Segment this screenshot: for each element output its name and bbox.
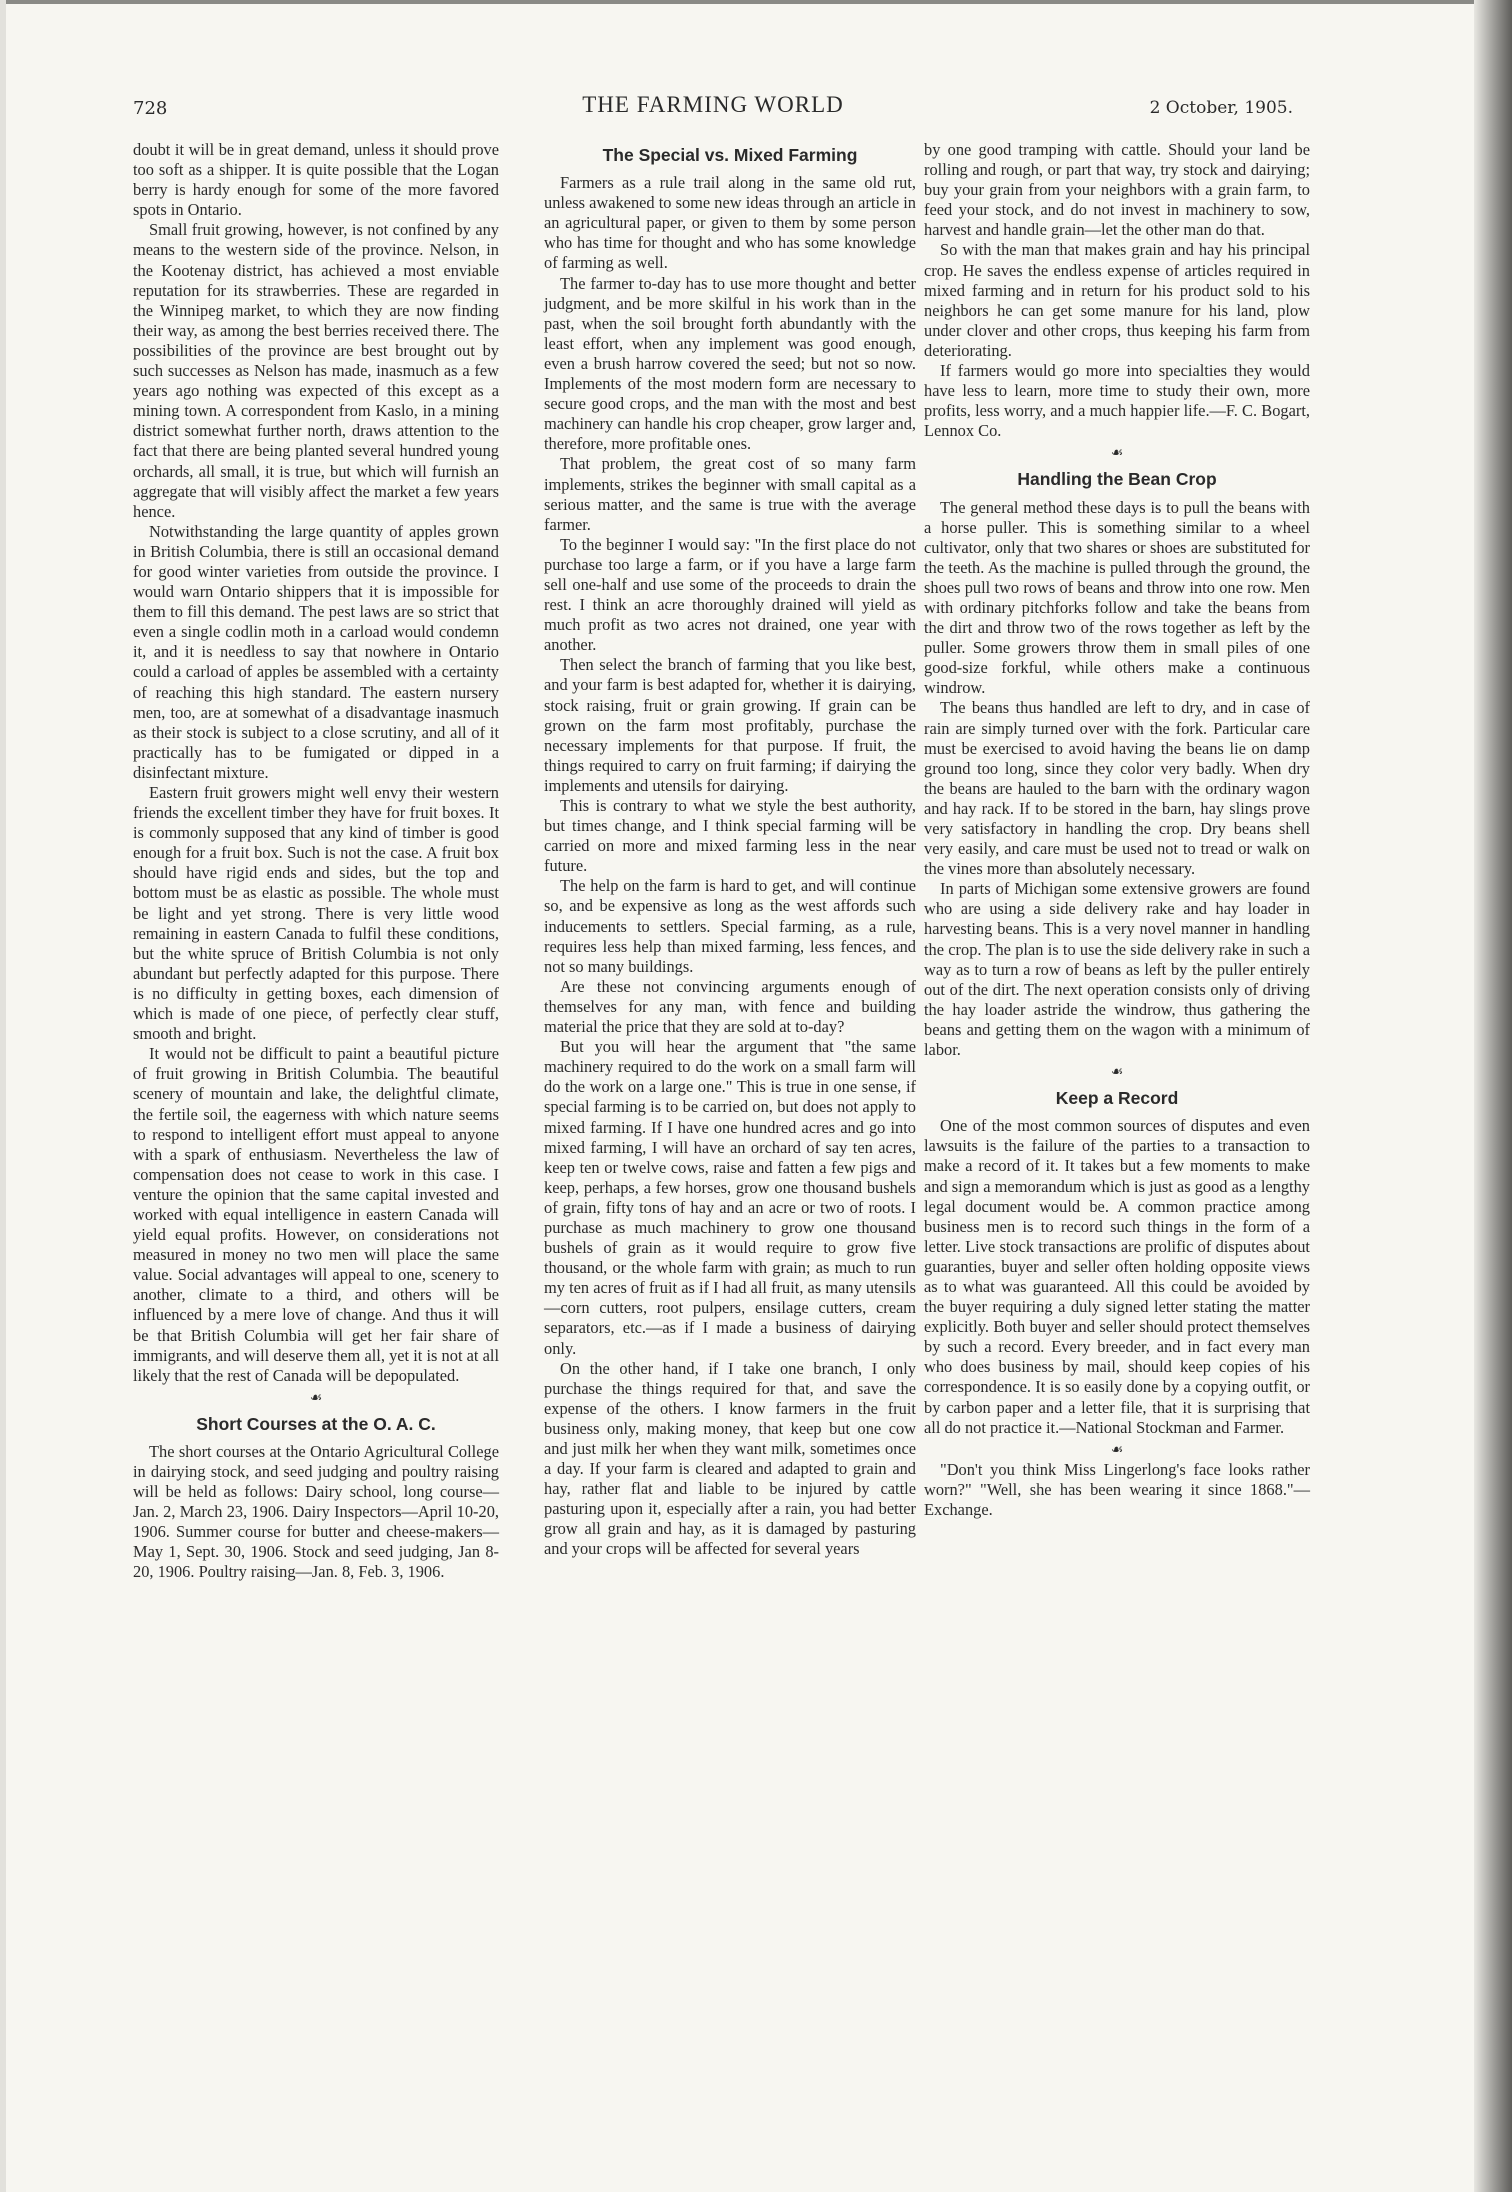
paragraph: The short courses at the Ontario Agricultural College in dairying stock, and seed judging and poultry raising will be held as follows: Dairy school, long course—Jan. 2, March 23, 1906. Dairy Inspectors—April 10-20, 1906. Summer course for butter and cheese-makers—May 1, Sept. 30, 1906. Stock and seed judging, Jan 8-20, 1906. Poultry raising—Jan. 8, Feb. 3, 1906.: [133, 1441, 499, 1582]
article-heading-bean-crop: Handling the Bean Crop: [1017, 469, 1217, 490]
journal-title: THE FARMING WORLD: [582, 92, 844, 117]
paragraph: Eastern fruit growers might well envy their western friends the excellent timber they have for fruit boxes. It is commonly supposed that any kind of timber is good enough for a fruit box. Such is not the case. A fruit box should have rigid ends and sides, but the top and bottom must be as elastic as possible. The whole must be light and yet strong. There is very little wood remaining in eastern Canada to fulfil these conditions, but the white spruce of British Columbia is not only abundant but perfectly adapted for this purpose. There is no difficulty in getting boxes, each dimension of which is made of one piece, of perfectly clear stuff, smooth and bright.: [133, 783, 499, 1044]
paragraph: But you will hear the argument that "the same machinery required to do the work on a small farm will do the work on a large one." This is true in one sense, if special farming is to be carried on, but does not apply to mixed farming. If I have one hundred acres and go into mixed farming, I will have an orchard of say ten acres, keep ten or twelve cows, raise and fatten a few pigs and keep, perhaps, a few horses, grow one thousand bushels of grain, fifty tons of hay and an acre or two of roots. I purchase as much machinery to grow one thousand bushels of grain as it would require to grow five thousand, or the whole farm with grain; as much to run my ten acres of fruit as if I had all fruit, as many utensils—corn cutters, root pulpers, ensilage cutters, cream separators, etc.—as if I made a business of dairying only.: [544, 1037, 916, 1358]
scan-edge-top: [0, 0, 1512, 4]
issue-date: 2 October, 1905.: [1149, 98, 1293, 118]
paragraph: This is contrary to what we style the best authority, but times change, and I think special farming will be carried on more and mixed farming less in the near future.: [544, 796, 916, 876]
ornament-icon: ☙: [1110, 446, 1124, 462]
article-heading-keep-record: Keep a Record: [1055, 1088, 1179, 1109]
paragraph: That problem, the great cost of so many farm implements, strikes the beginner with small capital as a serious matter, and the same is true with the average farmer.: [544, 454, 916, 534]
scan-edge-left: [0, 0, 6, 2192]
scan-edge-right: [1474, 0, 1512, 2192]
ornament-icon: ☙: [1110, 1065, 1124, 1081]
paragraph: Then select the branch of farming that you like best, and your farm is best adapted for, whether it is dairying, stock raising, fruit or grain growing. If grain can be grown on the farm most profitably, purchase the necessary implements for that purpose. If fruit, the things required to carry on fruit farming; if dairying the implements and utensils for dairying.: [544, 655, 916, 795]
paragraph: It would not be difficult to paint a beautiful picture of fruit growing in British Columbia. The beautiful scenery of mountain and lake, the delightful climate, the fertile soil, the eagerness with which nature seems to respond to intelligent effort must appeal to anyone with a spark of enthusiasm. Nevertheless the law of compensation does not cease to work in this case. I venture the opinion that the same capital invested and worked with equal intelligence in eastern Canada will yield equal profits. However, on considerations not measured in money no two men will place the same value. Social advantages will appeal to one, scenery to another, climate to a third, and others will be influenced by a mere love of change. And thus it will be that British Columbia will get her fair share of immigrants, and will deserve them all, yet it is not at all likely that the rest of Canada will be depopulated.: [133, 1044, 499, 1385]
ornament-icon: ☙: [1110, 1442, 1124, 1458]
paragraph: Farmers as a rule trail along in the same old rut, unless awakened to some new ideas through an article in an agricultural paper, or given to them by some person who has time for thought and who has some knowledge of farming as well.: [544, 173, 916, 273]
paragraph: To the beginner I would say: "In the first place do not purchase too large a farm, or if you have a large farm sell one-half and use some of the proceeds to drain the rest. I think an acre thoroughly drained will yield as much profit as two acres not drained, one year with another.: [544, 534, 916, 655]
paragraph: On the other hand, if I take one branch, I only purchase the things required for that, and save the expense of the others. I know farmers in the fruit business only, making money, that keep but one cow and just milk her when they want milk, sometimes once a day. If your farm is cleared and adapted to grain and hay, rather flat and liable to be injured by cattle pasturing upon it, especially after a rain, you had better grow all grain and hay, as it is damaged by pasturing and your crops will be affected for several years: [544, 1358, 916, 1559]
paragraph: The general method these days is to pull the beans with a horse puller. This is something similar to a wheel cultivator, only that two shares or shoes are substituted for the teeth. As the machine is pulled through the ground, the shoes pull two rows of beans and throw into one row. Men with ordinary pitchforks follow and take the beans from the dirt and throw two of the rows together as left by the puller. Some growers throw them in small piles of one good-size forkful, while others make a continuous windrow.: [924, 497, 1310, 698]
page-header: [133, 92, 1293, 132]
paragraph: doubt it will be in great demand, unless it should prove too soft as a shipper. It is quite possible that the Logan berry is hardy enough for some of the more favored spots in Ontario.: [133, 140, 499, 220]
paragraph: One of the most common sources of disputes and even lawsuits is the failure of the parties to a transaction to make a record of it. It takes but a few moments to make and sign a memorandum which is just as good as a lengthy legal document would be. A common practice among business men is to record such things in the form of a letter. Live stock transactions are prolific of disputes about guaranties, buyer and seller often holding opposite views as to what was guaranteed. All this could be avoided by the buyer requiring a duly signed letter stating the matter explicitly. Both buyer and seller should protect themselves by such a record. Every breeder, and in fact every man who does business by mail, should keep copies of his correspondence. It is so easily done by a copying outfit, or by carbon paper and a letter file, that it is surprising that all do not practice it.—National Stockman and Farmer.: [924, 1116, 1310, 1437]
column-2: [544, 145, 916, 1560]
page-number: 728: [133, 98, 168, 119]
paragraph: The help on the farm is hard to get, and will continue so, and be expensive as long as the west affords such inducements to settlers. Special farming, as a rule, requires less help than mixed farming, less fences, and not so many buildings.: [544, 876, 916, 976]
article-heading-oac: Short Courses at the O. A. C.: [196, 1413, 436, 1434]
paragraph: So with the man that makes grain and hay his principal crop. He saves the endless expense of articles required in mixed farming and in return for his product sold to his neighbors he can get some manure for his land, plow under clover and other crops, thus keeping his farm from deteriorating.: [924, 240, 1310, 360]
paragraph: The farmer to-day has to use more thought and better judgment, and be more skilful in his work than in the past, when the soil brought forth abundantly with the least effort, when any implement was good enough, even a brush harrow covered the seed; but not so now. Implements of the most modern form are necessary to secure good crops, and the man with the most and best machinery can handle his crop cheaper, grow larger and, therefore, more profitable ones.: [544, 273, 916, 454]
ornament-icon: ☙: [309, 1390, 323, 1406]
paragraph: The beans thus handled are left to dry, and in case of rain are simply turned over with the fork. Particular care must be exercised to avoid having the beans lie on damp ground too long, since they color very badly. When dry the beans are hauled to the barn with the ordinary wagon and hay rack. If to be stored in the barn, hay slings prove very satisfactory in handling the crop. Dry beans shell very easily, and care must be used not to tread or walk on the vines more than absolutely necessary.: [924, 698, 1310, 879]
paragraph: by one good tramping with cattle. Should your land be rolling and rough, or part that way, try stock and dairying; buy your grain from your neighbors with a grain farm, to feed your stock, and do not invest in machinery to sow, harvest and handle grain—let the other man do that.: [924, 140, 1310, 240]
column-1: [133, 140, 499, 1583]
column-3: [924, 140, 1310, 1520]
article-heading-special-farming: The Special vs. Mixed Farming: [602, 145, 858, 165]
paragraph: Small fruit growing, however, is not confined by any means to the western side of the province. Nelson, in the Kootenay district, has achieved a most enviable reputation for its strawberries. These are regarded in the Winnipeg market, to which they are now finding their way, as among the best berries received there. The possibilities of the province are best brought out by such successes as Nelson has made, inasmuch as a few years ago nothing was expected of this except as a mining town. A correspondent from Kaslo, in a mining district somewhat further north, draws attention to the fact that there are being planted several hundred young orchards, all small, it is true, but which will furnish an aggregate that will visibly affect the market a few years hence.: [133, 220, 499, 521]
paragraph: Are these not convincing arguments enough of themselves for any man, with fence and building material the price that they are sold at to-day?: [544, 976, 916, 1037]
paragraph: In parts of Michigan some extensive growers are found who are using a side delivery rake and hay loader in harvesting beans. This is a very novel manner in handling the crop. The plan is to use the side delivery rake in such a way as to turn a row of beans as left by the puller entirely out of the dirt. The next operation consists only of driving the hay loader astride the windrow, thus gathering the beans and getting them on the wagon with a minimum of labor.: [924, 879, 1310, 1060]
paragraph: "Don't you think Miss Lingerlong's face looks rather worn?" "Well, she has been wearing it since 1868."—Exchange.: [924, 1459, 1310, 1519]
paragraph: If farmers would go more into specialties they would have less to learn, more time to study their own, more profits, less worry, and a much happier life.—F. C. Bogart, Lennox Co.: [924, 361, 1310, 441]
paragraph: Notwithstanding the large quantity of apples grown in British Columbia, there is still an occasional demand for good winter varieties from outside the province. I would warn Ontario shippers that it is impossible for them to fill this demand. The pest laws are so strict that even a single codlin moth in a carload would condemn it, and it is needless to say that nowhere in Ontario could a carload of apples be assembled with a certainty of reaching this high standard. The eastern nursery men, too, are at somewhat of a disadvantage inasmuch as their stock is subject to a close scrutiny, and all of it practically has to be fumigated or dipped in a disinfectant mixture.: [133, 521, 499, 782]
